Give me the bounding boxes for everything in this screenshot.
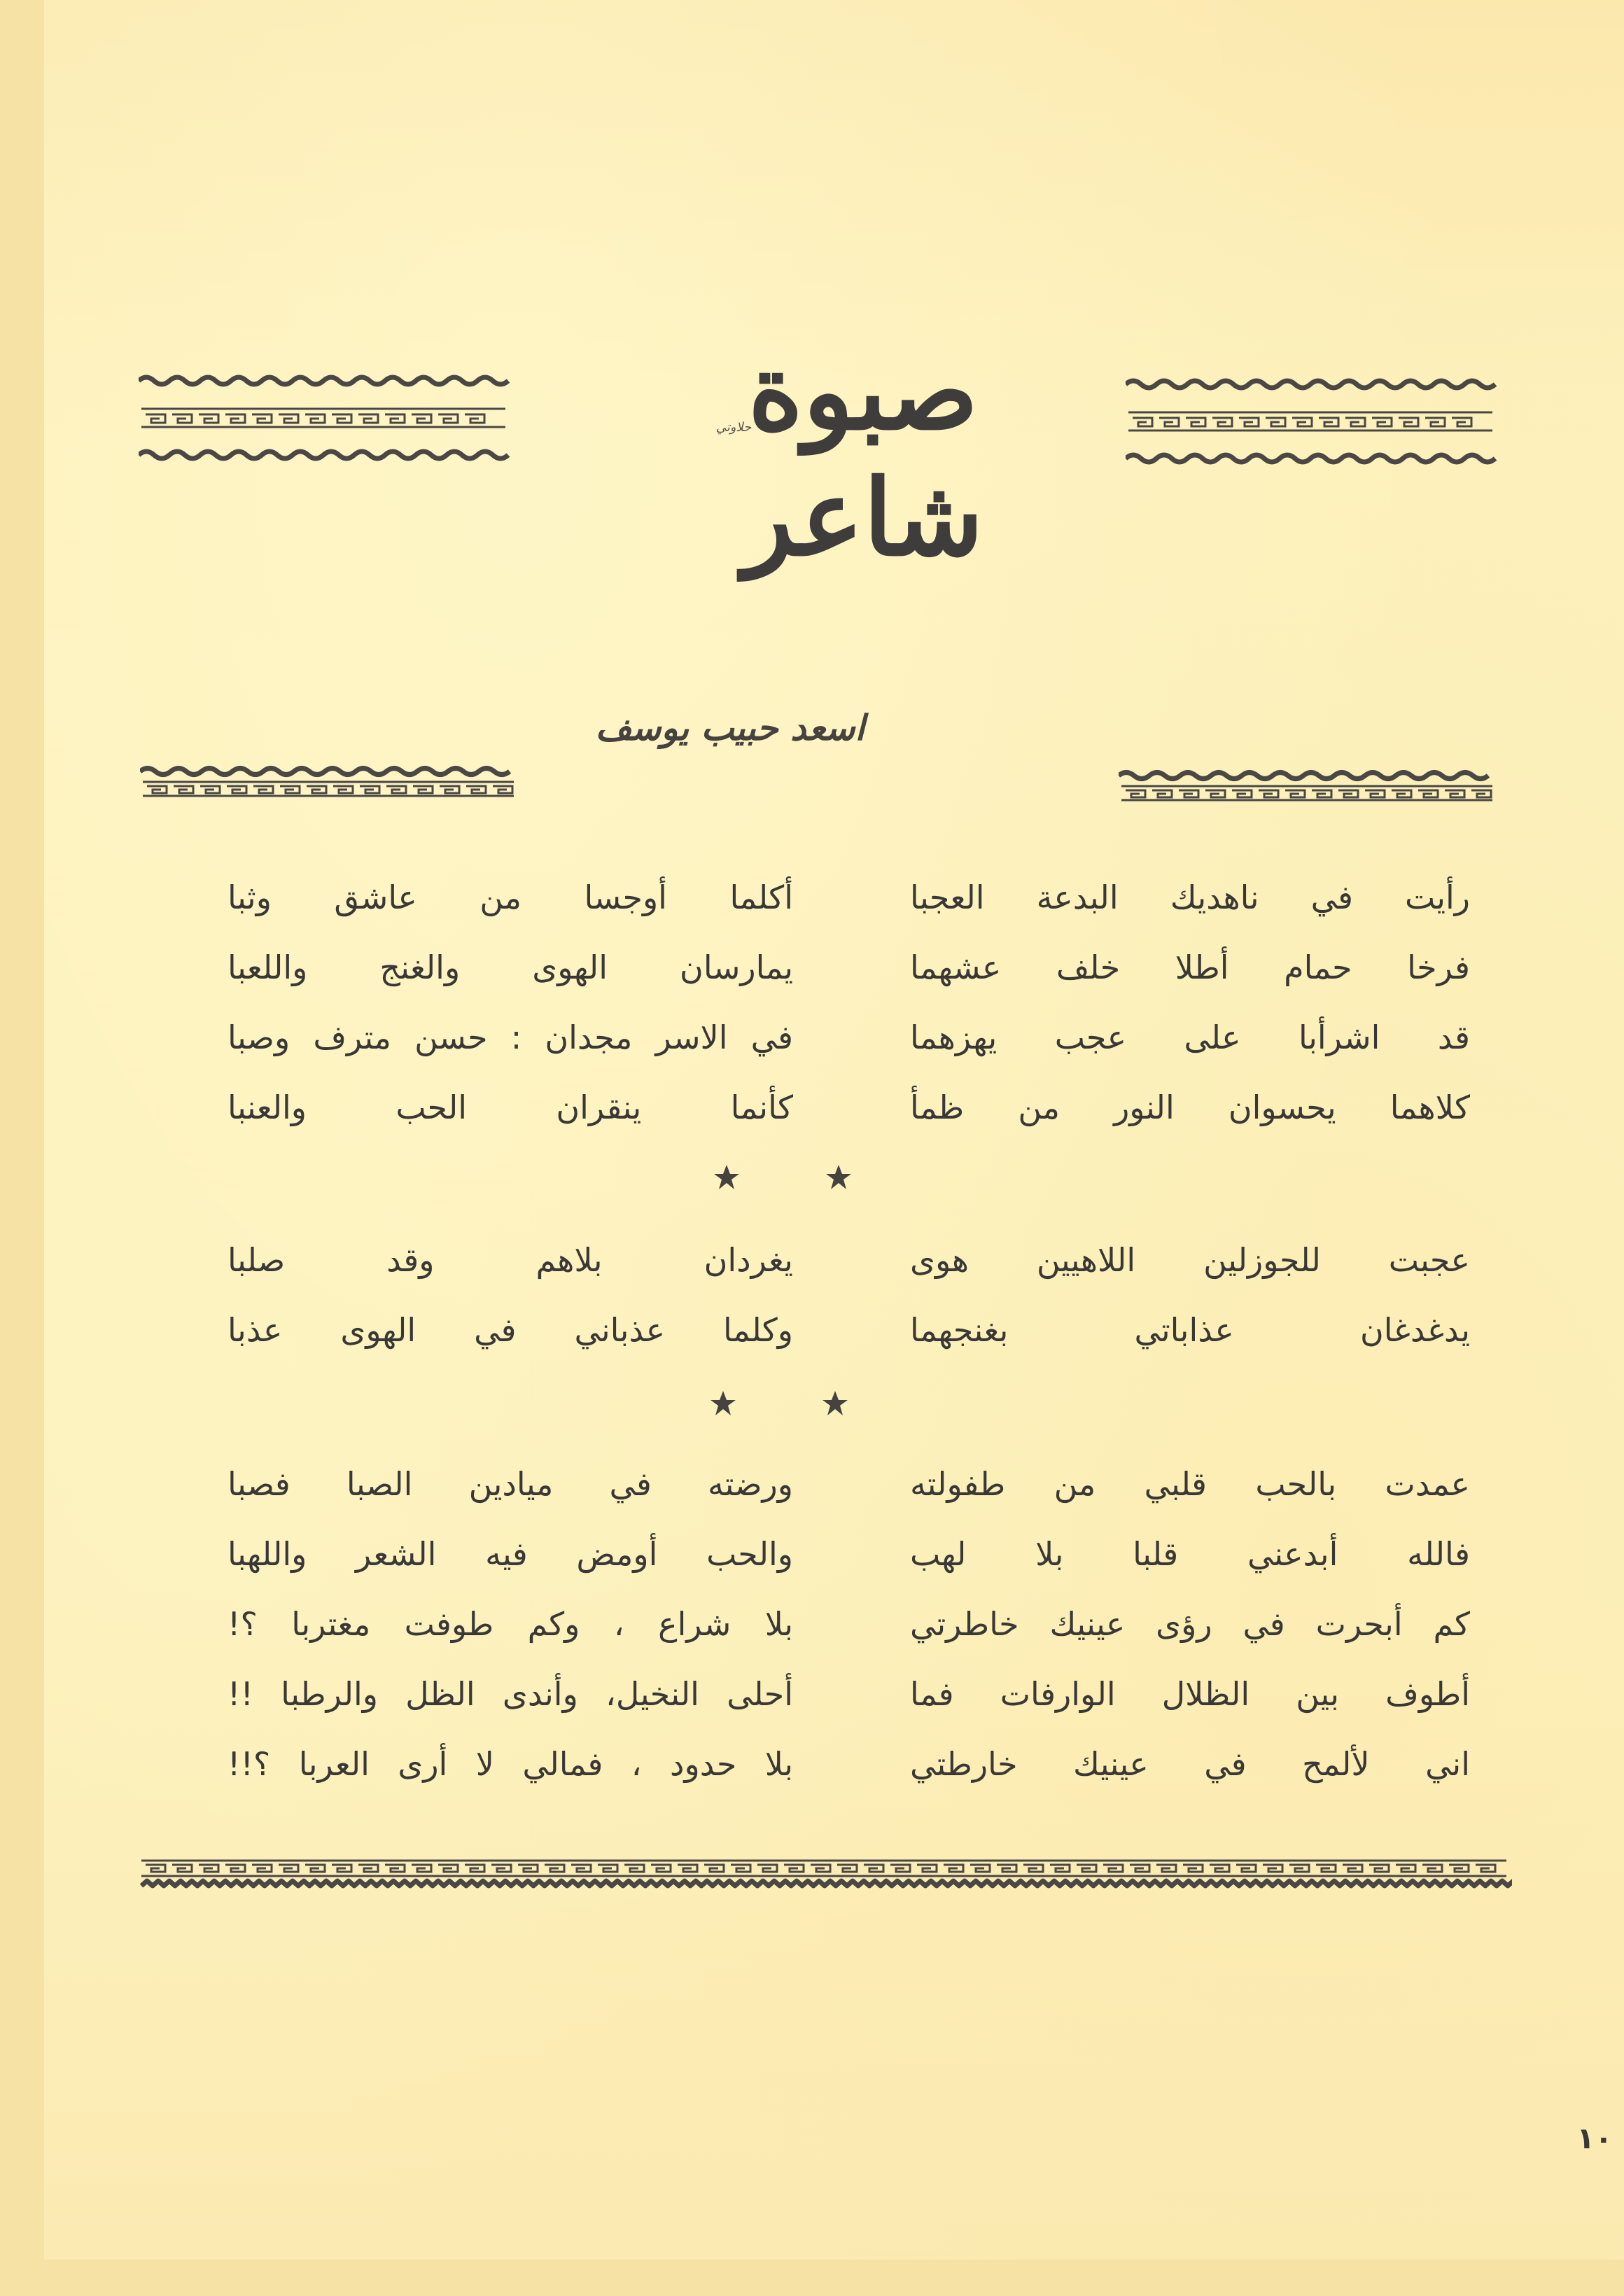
- header-ornament-right: [1126, 374, 1504, 465]
- verse-line: أكلما أوجسا من عاشق وثبا: [227, 878, 793, 916]
- verse-line: بلا حدود ، فمالي لا أرى العربا ؟!!: [227, 1745, 793, 1783]
- calligrapher-signature: حلاوتي: [715, 420, 752, 435]
- stanza-3-left-hemistichs: [227, 1449, 793, 1799]
- verse-line: يدغدغان عذاباتي بغنجهما: [910, 1311, 1470, 1349]
- verse-line: بلا شراع ، وكم طوفت مغتربا ؟!: [227, 1605, 793, 1643]
- stanza-1-right-hemistichs: [910, 862, 1470, 1142]
- verse-line: عمدت بالحب قلبي من طفولته: [910, 1465, 1470, 1503]
- verse-line: فالله أبدعني قلبا بلا لهب: [910, 1535, 1470, 1573]
- stanza-2-right-hemistichs: [910, 1225, 1470, 1365]
- magazine-page: [44, 0, 1624, 2260]
- stanza-1-left-hemistichs: [227, 862, 793, 1142]
- verse-line: أحلى النخيل، وأندى الظل والرطبا !!: [227, 1675, 793, 1713]
- star-separator-icon: [713, 1163, 741, 1191]
- verse-line: والحب أومض فيه الشعر واللهبا: [227, 1535, 793, 1573]
- verse-line: رأيت في ناهديك البدعة العجبا: [910, 878, 1470, 916]
- verse-line: فرخا حمام أطلا خلف عشهما: [910, 948, 1470, 986]
- poem-title: صبوة شاعر: [743, 330, 983, 580]
- verse-line: وكلما عذباني في الهوى عذبا: [227, 1311, 793, 1349]
- verse-line: اني لألمح في عينيك خارطتي: [910, 1745, 1470, 1783]
- star-separator-icon: [821, 1390, 849, 1418]
- verse-line: عجبت للجوزلين اللاهيين هوى: [910, 1241, 1470, 1279]
- verse-line: في الاسر مجدان : حسن مترف وصبا: [227, 1018, 793, 1056]
- verse-line: أطوف بين الظلال الوارفات فما: [910, 1675, 1470, 1713]
- stanza-2-left-hemistichs: [227, 1225, 793, 1365]
- star-separator-icon: [709, 1390, 737, 1418]
- header-ornament-left: [139, 371, 517, 462]
- footer-ornament: [140, 1856, 1512, 1898]
- verse-line: قد اشرأبا على عجب يهزهما: [910, 1018, 1470, 1056]
- author-name: اسعد حبيب يوسف: [595, 707, 865, 748]
- verse-line: كأنما ينقران الحب والعنبا: [227, 1088, 793, 1126]
- page-number: ١٠: [1576, 2121, 1613, 2155]
- verse-line: ورضته في ميادين الصبا فصبا: [227, 1465, 793, 1503]
- verse-line: كم أبحرت في رؤى عينيك خاطرتي: [910, 1605, 1470, 1643]
- verse-line: يغردان بلاهم وقد صلبا: [227, 1241, 793, 1279]
- verse-line: كلاهما يحسوان النور من ظمأ: [910, 1088, 1470, 1126]
- verse-line: يمارسان الهوى والغنج واللعبا: [227, 948, 793, 986]
- author-ornament-left: [140, 764, 522, 799]
- stanza-3-right-hemistichs: [910, 1449, 1470, 1799]
- star-separator-icon: [825, 1163, 853, 1191]
- author-ornament-right: [1119, 769, 1500, 804]
